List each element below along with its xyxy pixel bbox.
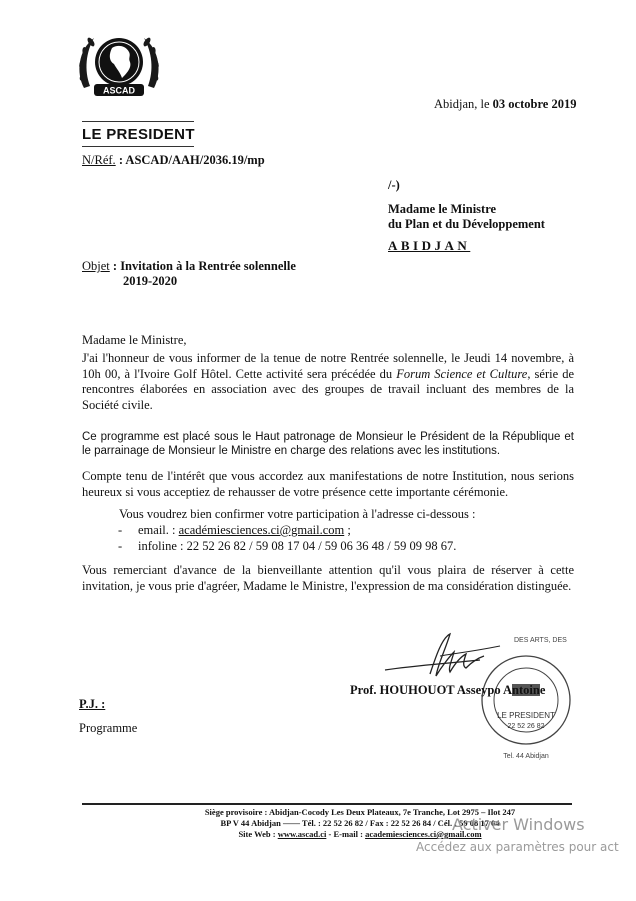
recipient-line1: Madame le Ministre <box>388 202 497 216</box>
stamp-phone: 22 52 26 82 <box>507 723 545 730</box>
confirm-line: Vous voudrez bien confirmer votre participation à l'adresse ci-dessous : <box>119 507 476 521</box>
object-text1: : Invitation à la Rentrée solennelle <box>109 259 296 273</box>
recipient-city: ABIDJAN <box>388 238 471 253</box>
date-prefix: Abidjan, le <box>434 97 493 111</box>
contact-email-link[interactable]: académiesciences.ci@gmail.com <box>178 523 345 537</box>
footer-email-link[interactable]: academiesciences.ci@gmail.com <box>365 829 482 839</box>
paragraph-1-b: , série de rencontres élaborées en association avec des groupes de travail incluant des membres de la Société civile. <box>82 366 574 412</box>
contact-email-line: - email. : académiesciences.ci@gmail.com ; <box>118 523 351 537</box>
paragraph-3: Compte tenu de l'intérêt que vous accordez aux manifestations de notre Institution, nous serions heureux si vous acceptiez de rehausser de votre présence cette importante cérémonie. <box>82 469 574 499</box>
paragraph-1 <box>82 351 574 413</box>
reference-value: : ASCAD/AAH/2036.19/mp <box>115 153 265 167</box>
recipient-block <box>388 178 545 253</box>
object-text2: 2019-2020 <box>123 274 178 288</box>
footer-rule <box>82 803 572 805</box>
footer-email-label: - E-mail : <box>326 829 366 839</box>
footer-web-label: Site Web : <box>238 829 278 839</box>
paragraph-1-italic: Forum Science et Culture <box>396 366 528 381</box>
recipient-line2: du Plan et du Développement <box>388 217 545 231</box>
attachment-item: Programme <box>79 721 138 735</box>
activation-watermark-title: Activer Windows <box>452 815 585 834</box>
stamp-top-text: DES ARTS, DES <box>514 637 567 644</box>
paragraph-1-a: J'ai l'honneur de vous informer de la tenue de notre Rentrée solennelle, le Jeudi 14 novembre, à 10h 00, à l'Ivoire Golf Hôtel. Cette activité sera précédée du <box>82 351 574 381</box>
date-line <box>434 97 576 112</box>
title-rule-top <box>82 121 194 122</box>
title-rule-bottom <box>82 146 194 147</box>
footer-website-link[interactable]: www.ascad.ci <box>277 829 327 839</box>
date-value: 03 octobre 2019 <box>492 97 577 111</box>
signatory-name: Prof. HOUHOUOT Asseypo Antoine <box>350 683 546 697</box>
object-label: Objet <box>82 259 110 273</box>
paragraph-2: Ce programme est placé sous le Haut patronage de Monsieur le Président de la République et le parrainage de Monsieur le Ministre en charge des relations avec les institutions. <box>82 431 574 457</box>
footer-address: Siège provisoire : Abidjan-Cocody Les Deux Plateaux, 7e Tranche, Lot 2975 – Ilot 247 <box>204 807 516 817</box>
recipient-marker: /-) <box>388 178 400 192</box>
paragraph-4: Vous remerciant d'avance de la bienveillante attention qu'il vous plaira de réserver à cette invitation, je vous prie d'agréer, Madame le Ministre, l'expression de ma considération distinguée. <box>82 563 574 593</box>
activation-watermark-text: Accédez aux paramètres pour act <box>416 840 619 854</box>
stamp-center-text: LE PRESIDENT <box>497 711 555 720</box>
salutation: Madame le Ministre, <box>82 333 187 347</box>
footer-phones: BP V 44 Abidjan —— Tél. : 22 52 26 82 / Fax : 22 52 26 84 / Cél. : 59 08 17 04 <box>220 818 500 828</box>
contact-email-suffix: ; <box>344 523 351 537</box>
contact-email-label: email. : <box>138 523 179 537</box>
reference-label: N/Réf. <box>82 153 116 167</box>
object-block <box>82 259 296 289</box>
logo-text: ASCAD <box>102 85 136 96</box>
ascad-logo <box>74 28 164 104</box>
president-title: LE PRESIDENT <box>82 126 195 143</box>
stamp-bottom-text: Tel. 44 Abidjan <box>503 753 549 760</box>
contact-phone: infoline : 22 52 26 82 / 59 08 17 04 / 59 06 36 48 / 59 09 98 67. <box>138 539 457 553</box>
contact-phone-line: - infoline : 22 52 26 82 / 59 08 17 04 / 59 06 36 48 / 59 09 98 67. <box>118 539 457 553</box>
attachments-label: P.J. : <box>79 697 106 711</box>
reference-line <box>82 153 265 168</box>
